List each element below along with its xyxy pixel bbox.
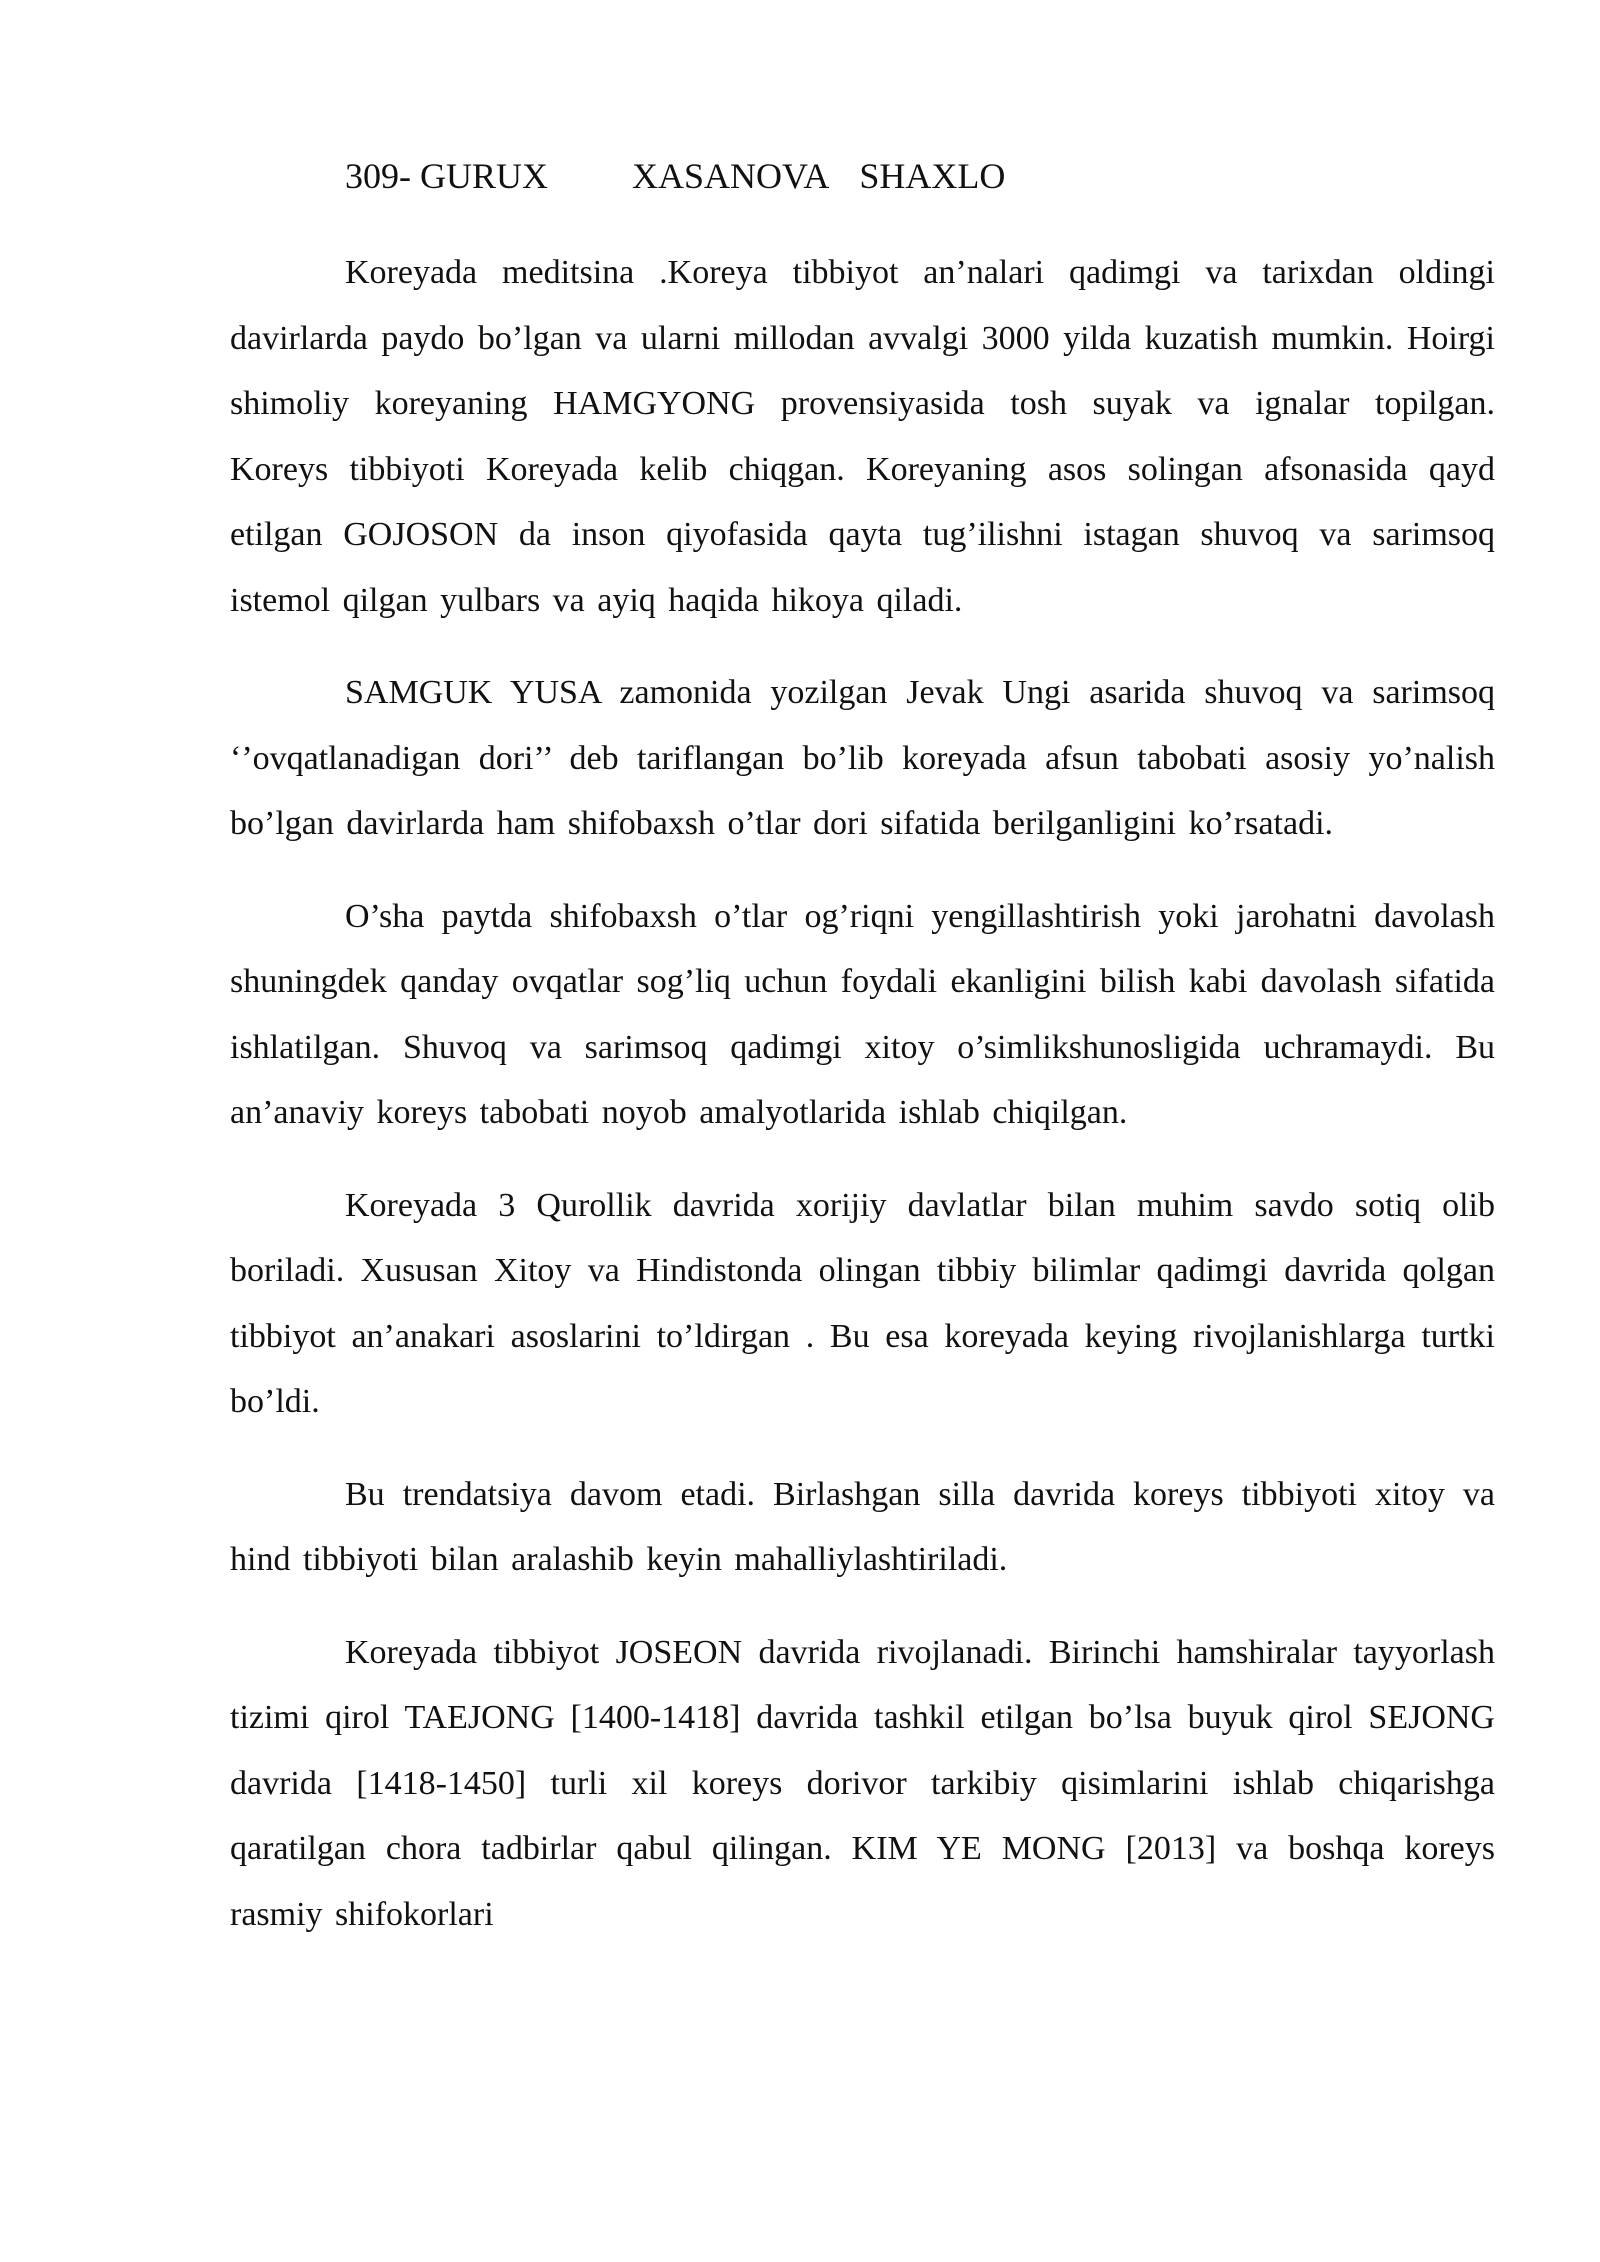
paragraph-2: SAMGUK YUSA zamonida yozilgan Jevak Ungi asarida shuvoq va sarimsoq ‘’ovqatlanadigan dori’’ deb tariflangan bo’lib koreyada afsun tabobati asosiy yo’nalish bo’lgan davirlarda ham shifobaxsh o’tlar dori sifatida berilganligini ko’rsatadi.: [230, 674, 1495, 842]
paragraph-6: Koreyada tibbiyot JOSEON davrida rivojlanadi. Birinchi hamshiralar tayyorlash tizimi qirol TAEJONG [1400-1418] davrida tashkil etilgan bo’lsa buyuk qirol SEJONG davrida [1418-1450] turli xil koreys dorivor tarkibiy qisimlarini ishlab chiqarishga qaratilgan chora tadbirlar qabul qilingan. KIM YE MONG [2013] va boshqa koreys rasmiy shifokorlari: [230, 1633, 1495, 1933]
paragraph-1: Koreyada meditsina .Koreya tibbiyot an’nalari qadimgi va tarixdan oldingi davirlarda paydo bo’lgan va ularni millodan avvalgi 3000 yilda kuzatish mumkin. Hoirgi shimoliy koreyaning HAMGYONG provensiyasida tosh suyak va ignalar topilgan. Koreys tibbiyoti Koreyada kelib chiqgan. Koreyaning asos solingan afsonasida qayd etilgan GOJOSON da inson qiyofasida qayta tug’ilishni istagan shuvoq va sarimsoq istemol qilgan yulbars va ayiq haqida hikoya qiladi.: [230, 254, 1495, 619]
document-header: [345, 152, 1005, 200]
author-name: SHAXLO: [859, 156, 1006, 196]
document-body: [230, 240, 1495, 1974]
group-label: 309- GURUX: [345, 156, 548, 196]
author-surname: XASANOVA: [632, 156, 830, 196]
paragraph-5: Bu trendatsiya davom etadi. Birlashgan silla davrida koreys tibbiyoti xitoy va hind tibbiyoti bilan aralashib keyin mahalliylashtiriladi.: [230, 1475, 1495, 1578]
paragraph-4: Koreyada 3 Qurollik davrida xorijiy davlatlar bilan muhim savdo sotiq olib boriladi. Xususan Xitoy va Hindistonda olingan tibbiy bilimlar qadimgi davrida qolgan tibbiyot an’anakari asoslarini to’ldirgan . Bu esa koreyada keying rivojlanishlarga turtki bo’ldi.: [230, 1186, 1495, 1420]
paragraph-3: O’sha paytda shifobaxsh o’tlar og’riqni yengillashtirish yoki jarohatni davolash shuningdek qanday ovqatlar sog’liq uchun foydali ekanligini bilish kabi davolash sifatida ishlatilgan. Shuvoq va sarimsoq qadimgi xitoy o’simlikshunosligida uchramaydi. Bu an’anaviy koreys tabobati noyob amalyotlarida ishlab chiqilgan.: [230, 897, 1495, 1131]
